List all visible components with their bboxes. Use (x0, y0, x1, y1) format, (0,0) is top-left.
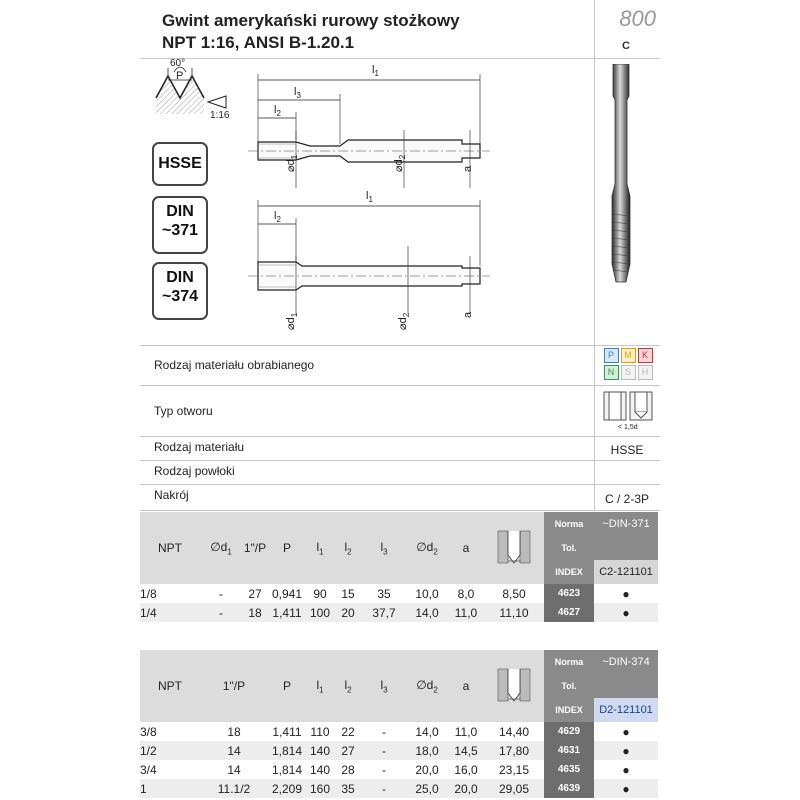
divider (140, 385, 660, 386)
cell-avail: ● (622, 781, 630, 796)
hole-note: < 1,5d (618, 424, 638, 431)
title-line-2: NPT 1:16, ANSI B-1.20.1 (162, 33, 355, 52)
col-l1: $l_1$ (306, 512, 334, 584)
catalog-number: 800 (619, 6, 656, 31)
norma-value: ~DIN-374 (594, 650, 658, 674)
cell-d2: 20,0 (415, 762, 439, 777)
index-label: INDEX (544, 698, 594, 722)
cell-npt: 1/2 (140, 743, 157, 758)
cell-drill: 17,80 (498, 743, 530, 758)
cell-index: 4635 (544, 760, 594, 779)
norma-value: ~DIN-371 (594, 512, 658, 536)
badge-din371: DIN ~371 (152, 196, 208, 254)
title-line-1: Gwint amerykański rurowy stożkowy (162, 11, 460, 30)
spec-table-din371 (140, 512, 658, 622)
col-tpi: 1"/P (242, 512, 268, 584)
cell-avail: ● (622, 586, 630, 601)
cell-tpi: 18 (227, 724, 241, 739)
cell-index: 4627 (544, 603, 594, 622)
divider (594, 345, 595, 510)
cell-l2: 28 (341, 762, 355, 777)
table-row (140, 760, 658, 779)
material-label: Rodzaj materiału (154, 440, 245, 454)
catalog-section: C (622, 40, 630, 52)
cell-p: 2,209 (271, 781, 303, 796)
cell-l3: - (382, 781, 386, 796)
cell-l2: 22 (341, 724, 355, 739)
divider (140, 484, 660, 485)
cell-drill: 23,15 (498, 762, 530, 777)
col-l2: $l_2$ (334, 512, 362, 584)
index-code: D2-121101 (594, 698, 658, 722)
cell-a: 16,0 (454, 762, 478, 777)
cell-p: 1,814 (271, 743, 303, 758)
drill-hole-icon (494, 663, 534, 707)
col-l1: $l_1$ (306, 650, 334, 722)
col-a: a (448, 650, 484, 722)
cell-index: 4631 (544, 741, 594, 760)
cell-l3: - (382, 724, 386, 739)
cell-l3: - (382, 762, 386, 777)
table-row (140, 603, 658, 622)
cell-drill: 11,10 (499, 605, 529, 620)
material-group-h: H (638, 365, 653, 380)
cell-l2: 15 (341, 586, 355, 601)
cell-d1: - (219, 605, 223, 620)
badge-din374: DIN ~374 (152, 262, 208, 320)
col-drill-icon (484, 512, 544, 584)
cell-avail: ● (622, 724, 630, 739)
cell-l1: 140 (309, 762, 331, 777)
material-group-p: P (604, 348, 619, 363)
cell-tpi: 18 (248, 605, 262, 620)
dim-l2: $l_2$ (274, 104, 281, 119)
cell-a: 14,5 (454, 743, 478, 758)
cell-l1: 140 (309, 743, 331, 758)
material-groups (598, 348, 658, 380)
cell-avail: ● (622, 605, 630, 620)
material-group-k: K (638, 348, 653, 363)
cell-l1: 90 (313, 586, 327, 601)
col-npt: NPT (140, 650, 200, 722)
col-a: a (448, 512, 484, 584)
col-p: P (268, 650, 306, 722)
material-group-s: S (621, 365, 636, 380)
col-npt: NPT (140, 512, 200, 584)
spec-table-din374 (140, 650, 658, 798)
cell-index: 4639 (544, 779, 594, 798)
col-drill-icon (484, 650, 544, 722)
col-l3: $l_3$ (362, 512, 406, 584)
chamfer-value: C / 2-3P (604, 492, 649, 506)
material-group-m: M (621, 348, 636, 363)
material-type-label: Rodzaj materiału obrabianego (154, 358, 315, 372)
cell-a: 11,0 (454, 605, 478, 620)
dim-d2-2: $⌀d_2$ (397, 312, 412, 330)
pitch-label: P (176, 70, 184, 82)
divider (140, 436, 660, 437)
dim-l3: $l_3$ (294, 86, 301, 101)
badge-hsse: HSSE (152, 142, 208, 186)
cell-d2: 18,0 (415, 743, 439, 758)
cell-index: 4623 (544, 584, 594, 603)
cell-l1: 100 (309, 605, 331, 620)
table-row (140, 779, 658, 798)
cell-index: 4629 (544, 722, 594, 741)
dim-l1: $l_1$ (372, 64, 379, 79)
coating-label: Rodzaj powłoki (154, 464, 235, 478)
cell-l3: - (382, 743, 386, 758)
dim-a-2: a (462, 311, 474, 318)
cell-l2: 27 (341, 743, 355, 758)
cell-avail: ● (622, 743, 630, 758)
index-code: C2-121101 (594, 560, 658, 584)
table-row (140, 584, 658, 603)
cell-d2: 10,0 (415, 586, 439, 601)
dim-l2-2: $l_2$ (274, 210, 281, 225)
cell-d1: - (219, 586, 223, 601)
cell-npt: 1/4 (140, 605, 157, 620)
cell-d2: 14,0 (415, 724, 439, 739)
cell-p: 1,411 (272, 724, 302, 739)
angle-label: 60° (170, 58, 186, 69)
dim-d2: $⌀d_2$ (393, 154, 408, 172)
page-title (162, 10, 460, 54)
tol-label: Tol. (544, 674, 594, 698)
divider (594, 0, 595, 345)
cell-npt: 1 (140, 781, 147, 796)
cell-l3: 37,7 (372, 605, 396, 620)
tol-value (594, 674, 658, 698)
dim-d1-2: $⌀d_1$ (285, 312, 300, 330)
tap-product-image (606, 64, 636, 286)
cell-l3: 35 (377, 586, 391, 601)
divider (140, 510, 660, 511)
norma-label: Norma (544, 650, 594, 674)
norma-label: Norma (544, 512, 594, 536)
cell-l2: 35 (341, 781, 355, 796)
index-label: INDEX (544, 560, 594, 584)
cell-tpi: 14 (227, 743, 241, 758)
tol-value (594, 536, 658, 560)
divider (140, 345, 660, 346)
hole-type-label: Typ otworu (154, 404, 213, 418)
cell-drill: 8,50 (502, 586, 526, 601)
table-row (140, 722, 658, 741)
col-l3: $l_3$ (362, 650, 406, 722)
taper-label: 1:16 (210, 110, 230, 121)
cell-drill: 14,40 (498, 724, 530, 739)
dim-d1: $⌀d_1$ (285, 154, 300, 172)
col-tpi: 1"/P (200, 650, 268, 722)
col-p: P (268, 512, 306, 584)
dim-a: a (462, 165, 474, 172)
tap-drawing-din374 (244, 196, 494, 326)
tap-drawing-din371 (244, 70, 494, 200)
cell-drill: 29,05 (498, 781, 530, 796)
cell-a: 11,0 (454, 724, 478, 739)
col-d2: $\emptyset d_2$ (406, 512, 448, 584)
table-row (140, 741, 658, 760)
cell-avail: ● (622, 762, 630, 777)
divider (140, 460, 660, 461)
cell-npt: 3/8 (140, 724, 157, 739)
cell-tpi: 11.1/2 (217, 781, 251, 796)
cell-p: 0,941 (271, 586, 303, 601)
cell-npt: 1/8 (140, 586, 157, 601)
col-d2: $\emptyset d_2$ (406, 650, 448, 722)
cell-a: 20,0 (454, 781, 478, 796)
chamfer-label: Nakrój (154, 488, 189, 502)
cell-npt: 3/4 (140, 762, 157, 777)
hole-type-icons (600, 390, 656, 424)
col-d1: $\emptyset d_1$ (200, 512, 242, 584)
cell-tpi: 27 (248, 586, 262, 601)
material-group-n: N (604, 365, 619, 380)
cell-tpi: 14 (227, 762, 241, 777)
col-l2: $l_2$ (334, 650, 362, 722)
cell-p: 1,814 (271, 762, 303, 777)
tol-label: Tol. (544, 536, 594, 560)
cell-p: 1,411 (272, 605, 302, 620)
dim-l1-2: $l_1$ (366, 190, 373, 205)
material-value: HSSE (610, 443, 644, 457)
cell-a: 8,0 (457, 586, 475, 601)
cell-l1: 160 (309, 781, 331, 796)
cell-l1: 110 (310, 724, 330, 739)
cell-l2: 20 (341, 605, 355, 620)
cell-d2: 25,0 (415, 781, 439, 796)
cell-d2: 14,0 (415, 605, 439, 620)
drill-hole-icon (494, 525, 534, 569)
